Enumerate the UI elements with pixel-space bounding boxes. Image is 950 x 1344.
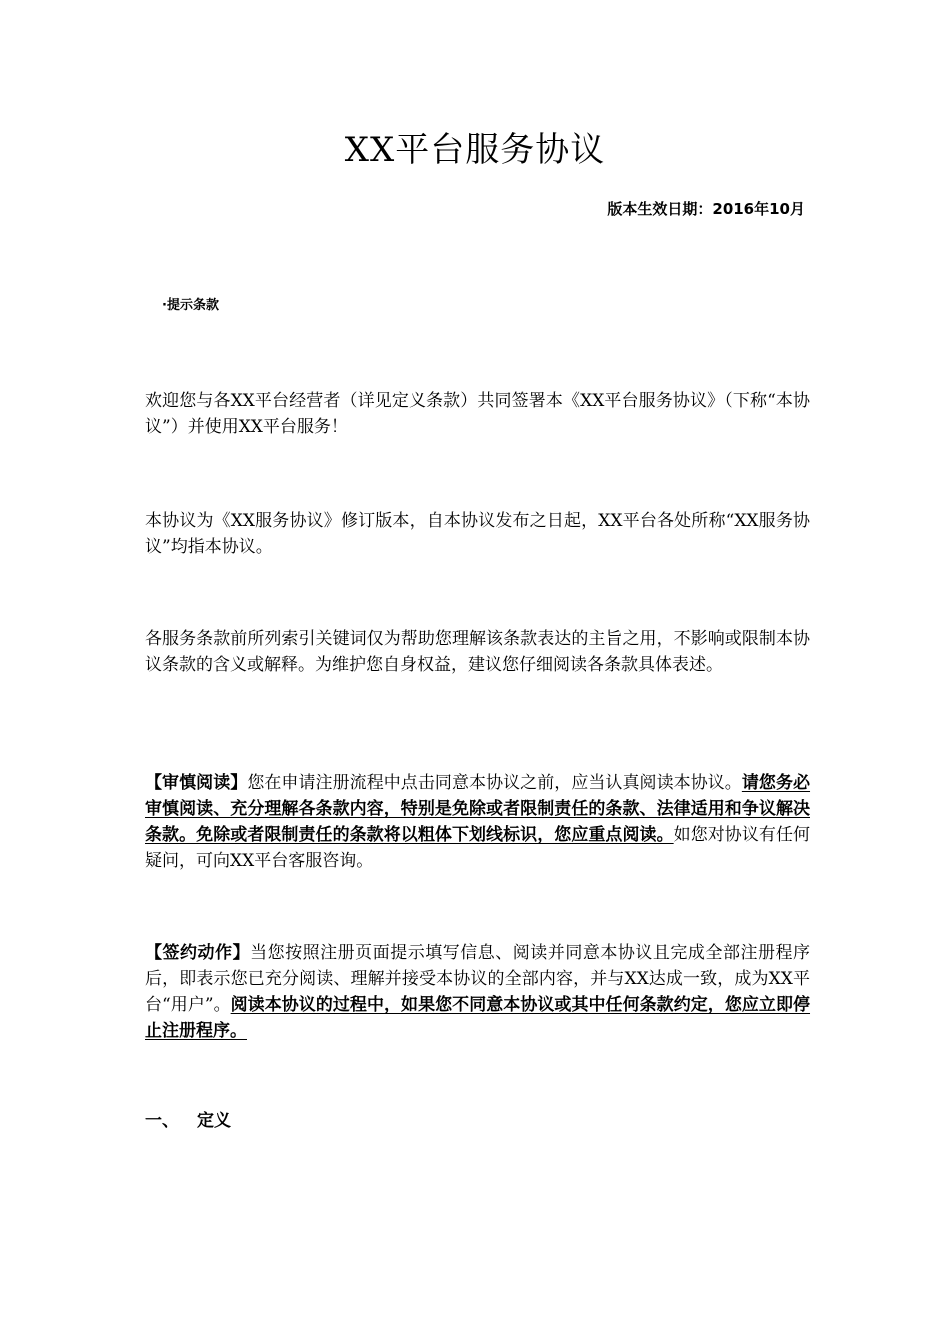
careful-reading-emphasis: 请您务必审慎阅读、充分理解各条款内容，特别是免除或者限制责任的条款、法律适用和争议解决条款。免除或者限制责任的条款将以粗体下划线标识，您应重点阅读。 [145, 773, 811, 845]
signing-action-text: 当您按照注册页面提示填写信息、阅读并同意本协议且完成全部注册程序后，即表示您已充分阅读、理解并接受本协议的全部内容，并与XX达成一致，成为XX平台“用户”。 [145, 943, 811, 1015]
tip-heading: ·提示条款 [162, 298, 219, 313]
careful-reading-label: 【审慎阅读】 [145, 773, 248, 793]
effective-date: 版本生效日期：2016年10月 [607, 200, 805, 218]
paragraph-signing-action [145, 940, 810, 1044]
paragraph-revision: 本协议为《XX服务协议》修订版本，自本协议发布之日起，XX平台各处所称“XX服务协议”均指本协议。 [145, 511, 810, 557]
section-heading-definitions [145, 1108, 231, 1134]
document-title: XX平台服务协议 [344, 130, 606, 170]
paragraph-careful-reading [145, 770, 810, 874]
paragraph-welcome: 欢迎您与各XX平台经营者（详见定义条款）共同签署本《XX平台服务协议》（下称“本协议”）并使用XX平台服务！ [145, 391, 810, 437]
signing-action-emphasis: 阅读本协议的过程中，如果您不同意本协议或其中任何条款约定，您应立即停止注册程序。 [145, 995, 811, 1041]
paragraph-keywords: 各服务条款前所列索引关键词仅为帮助您理解该条款表达的主旨之用，不影响或限制本协议条款的含义或解释。为维护您自身权益，建议您仔细阅读各条款具体表述。 [145, 629, 810, 675]
signing-action-label: 【签约动作】 [145, 943, 251, 963]
section-number: 一、 [145, 1111, 179, 1131]
careful-reading-text: 您在申请注册流程中点击同意本协议之前，应当认真阅读本协议。 [247, 773, 742, 793]
section-title: 定义 [197, 1111, 231, 1131]
careful-reading-contact: 如您对协议有任何疑问，可向XX平台客服咨询。 [145, 825, 811, 871]
